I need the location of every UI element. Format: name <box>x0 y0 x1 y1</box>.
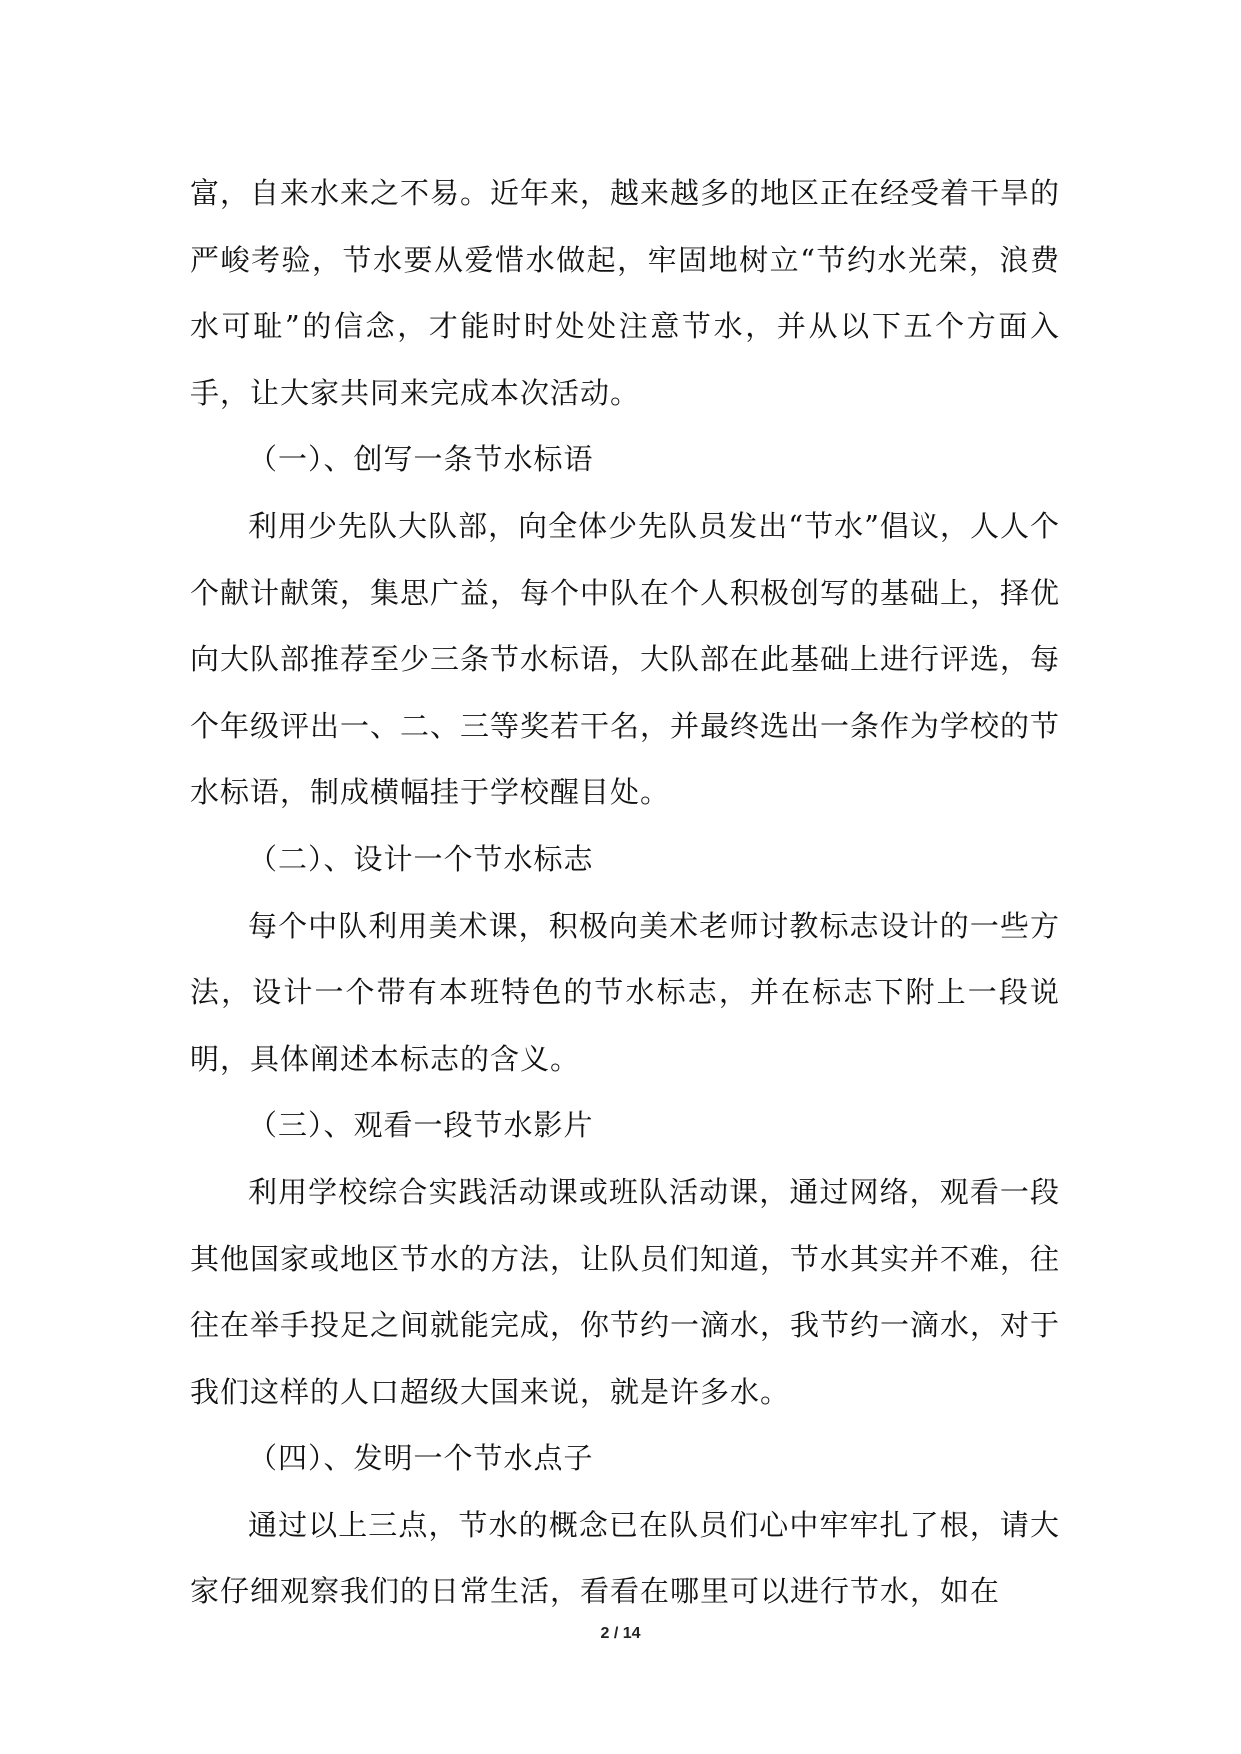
paragraph-film: 利用学校综合实践活动课或班队活动课，通过网络，观看一段其他国家或地区节水的方法，让队员们知道，节水其实并不难，往往在举手投足之间就能完成，你节约一滴水，我节约一滴水，对于我们这样的人口超级大国来说，就是许多水。 <box>190 1174 1061 1409</box>
paragraph-idea: 通过以上三点，节水的概念已在队员们心中牢牢扎了根，请大家仔细观察我们的日常生活，看看在哪里可以进行节水，如在 <box>190 1507 1060 1609</box>
section-heading-4: （四）、发明一个节水点子 <box>248 1441 594 1476</box>
document-body <box>190 160 1060 1625</box>
paragraph-continued: 富，自来水来之不易。近年来，越来越多的地区正在经受着干旱的严峻考验，节水要从爱惜水做起，牢固地树立“节约水光荣，浪费水可耻”的信念，才能时时处处注意节水，并从以下五个方面入手，让大家共同来完成本次活动。 <box>190 176 1061 410</box>
section-heading-3: （三）、观看一段节水影片 <box>248 1108 594 1143</box>
paragraph-slogan: 利用少先队大队部，向全体少先队员发出“节水”倡议，人人个个献计献策，集思广益，每个中队在个人积极创写的基础上，择优向大队部推荐至少三条节水标语，大队部在此基础上进行评选，每个年级评出一、二、三等奖若干名，并最终选出一条作为学校的节水标语，制成横幅挂于学校醒目处。 <box>190 508 1061 810</box>
section-heading-2: （二）、设计一个节水标志 <box>248 841 594 876</box>
section-heading-1: （一）、创写一条节水标语 <box>248 442 594 477</box>
page-number: 2 / 14 <box>600 1625 641 1642</box>
paragraph-logo: 每个中队利用美术课，积极向美术老师讨教标志设计的一些方法，设计一个带有本班特色的节水标志，并在标志下附上一段说明，具体阐述本标志的含义。 <box>190 908 1060 1076</box>
